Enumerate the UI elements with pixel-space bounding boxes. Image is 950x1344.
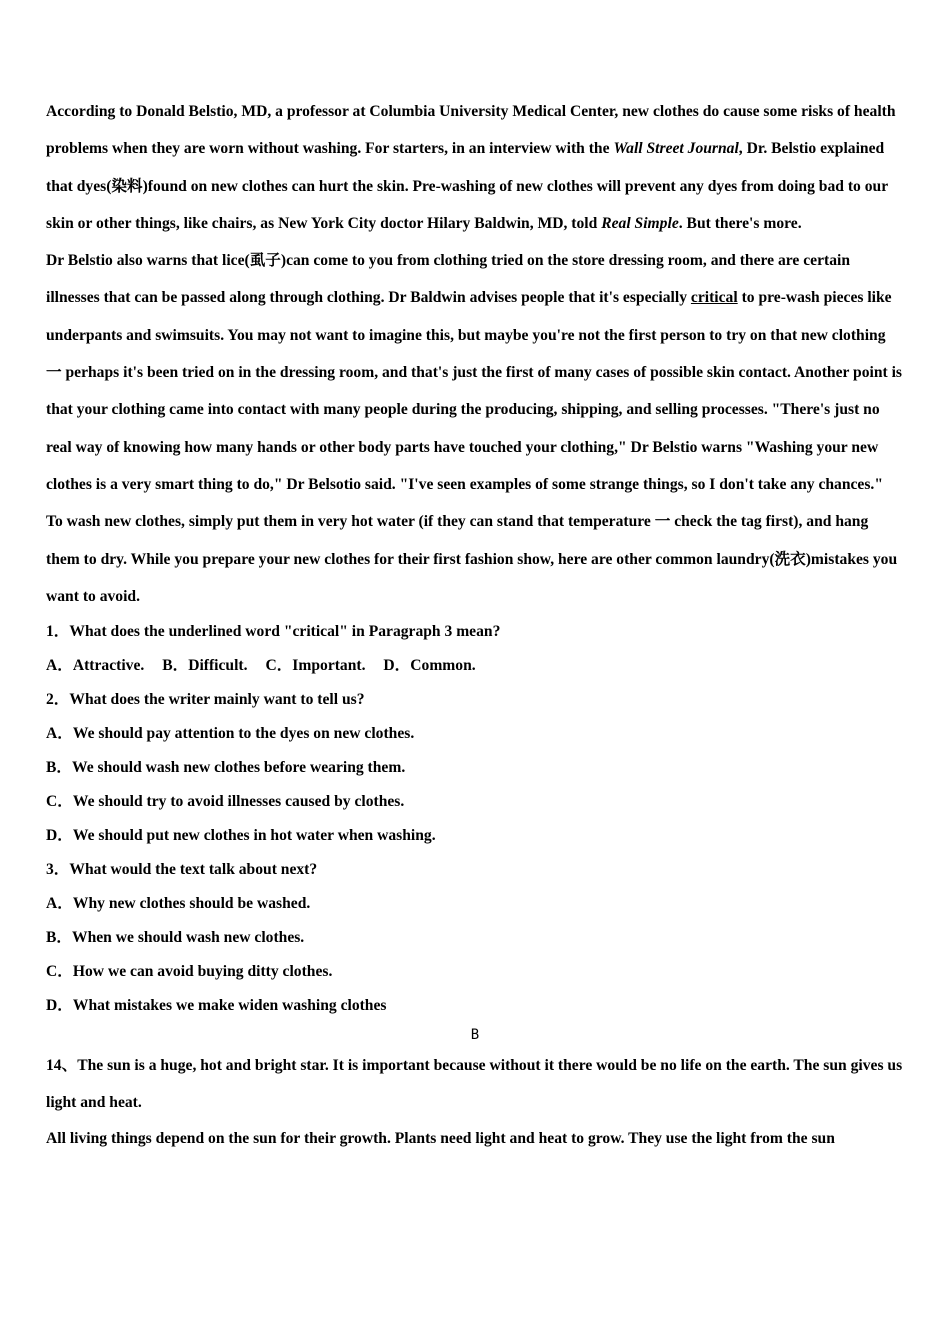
p2-text-b: to pre-wash pieces like underpants and swimsuits. You may not want to imagine this, but maybe you're not the first person to try on that new clothing 一 perhaps it's been tried on in the dressing room, and that's just the first of many cases of possible skin contact. Another point is that your clothing came into contact with many people during the producing, shipping, and selling processes. "There's just no real way of knowing how many hands or other body parts have touched your clothing," Dr Belstio warns "Washing your new clothes is a very smart thing to do," Dr Belsotio said. "I've seen examples of some strange things, so I don't take any chances.": [46, 289, 902, 493]
p1-italic-wsj: Wall Street Journal: [613, 140, 739, 158]
question-1-options: [46, 649, 904, 683]
q1-option-b: B．Difficult.: [162, 657, 248, 675]
passage-paragraph-3: To wash new clothes, simply put them in very hot water (if they can stand that temperature 一 check the tag first), and hang them to dry. While you prepare your new clothes for their first fashion show, here are other common laundry(洗衣)mistakes you want to avoid.: [46, 513, 898, 605]
q1-option-d: D．Common.: [383, 657, 476, 675]
q2-option-c: C．We should try to avoid illnesses caused by clothes.: [46, 793, 405, 811]
passage-paragraph-1: [46, 93, 904, 242]
section-b-paragraph-1: 14、The sun is a huge, hot and bright star. It is important because without it there would be no life on the earth. The sun gives us light and heat.: [46, 1057, 903, 1112]
q2-option-a: A．We should pay attention to the dyes on new clothes.: [46, 725, 415, 743]
section-b-paragraph-2: All living things depend on the sun for their growth. Plants need light and heat to grow. They use the light from the sun: [46, 1129, 835, 1147]
underlined-word-critical: critical: [690, 289, 738, 307]
q3-option-a: A．Why new clothes should be washed.: [46, 895, 311, 913]
p1-italic-real-simple: Real Simple: [601, 214, 679, 232]
p1-text-c: . But there's more.: [678, 214, 802, 232]
p1-text-a: According to Donald Belstio, MD, a professor at Columbia University Medical Center, new clothes do cause some risks of health problems when they are worn without washing. For starters, in an interview with the: [46, 103, 896, 158]
question-2: 2．What does the writer mainly want to tell us?: [46, 691, 365, 709]
section-b-heading: B: [470, 1027, 480, 1044]
q2-option-d: D．We should put new clothes in hot water when washing.: [46, 827, 436, 845]
q3-option-c: C．How we can avoid buying ditty clothes.: [46, 963, 333, 981]
p2-text-a: Dr Belstio also warns that lice(虱子)can come to you from clothing tried on the store dressing room, and there are certain illnesses that can be passed along through clothing. Dr Baldwin advises people that it's especially: [46, 252, 850, 307]
q1-option-c: C．Important.: [265, 657, 366, 675]
q1-option-a: A．Attractive.: [46, 657, 145, 675]
passage-paragraph-2: [46, 242, 904, 503]
q2-option-b: B．We should wash new clothes before wearing them.: [46, 759, 406, 777]
q3-option-b: B．When we should wash new clothes.: [46, 929, 305, 947]
document-content: [46, 93, 904, 1156]
question-3: 3．What would the text talk about next?: [46, 861, 318, 879]
q3-option-d: D．What mistakes we make widen washing clothes: [46, 997, 387, 1015]
question-1: 1．What does the underlined word "critical" in Paragraph 3 mean?: [46, 623, 501, 641]
p1-text-b: , Dr. Belstio explained that dyes(染料)found on new clothes can hurt the skin. Pre-washing of new clothes will prevent any dyes from doing bad to our skin or other things, like chairs, as New York City doctor Hilary Baldwin, MD, told: [46, 140, 888, 232]
